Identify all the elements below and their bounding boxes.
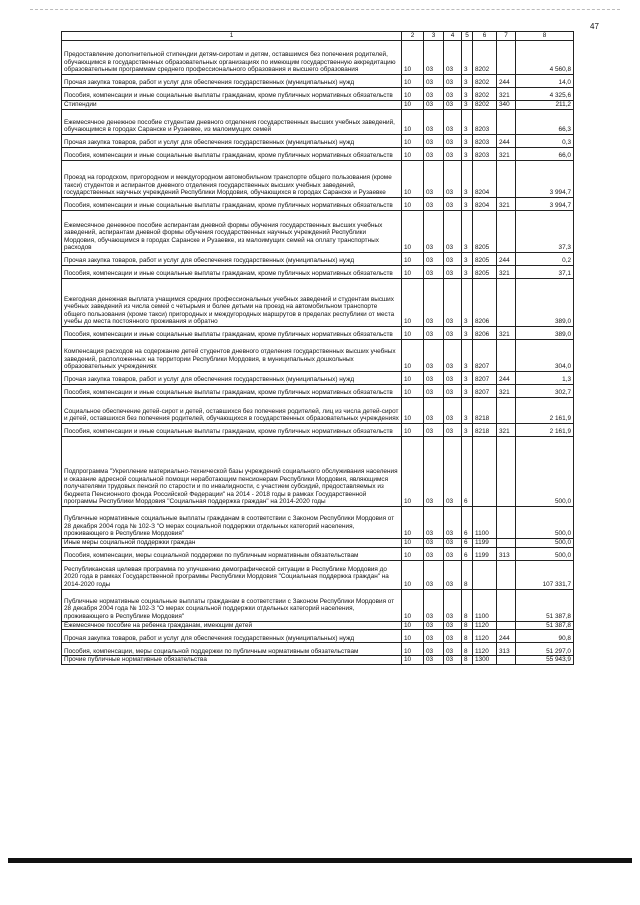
row-description: Пособия, компенсации и иные социальные выплаты гражданам, кроме публичных нормативных обязательств <box>62 148 402 161</box>
header-cell: 6 <box>473 32 497 41</box>
col-5-code: 3 <box>462 327 473 340</box>
amount-cell: 500,0 <box>516 539 574 548</box>
table-body <box>62 41 574 665</box>
col-4-code: 03 <box>444 148 462 161</box>
col-2-code: 10 <box>402 161 424 198</box>
col-2-code: 10 <box>402 621 424 630</box>
amount-cell: 90,8 <box>516 630 574 643</box>
amount-cell: 302,7 <box>516 385 574 398</box>
table-row <box>62 621 574 630</box>
col-3-code: 03 <box>424 279 444 327</box>
col-2-code: 10 <box>402 279 424 327</box>
col-2-code: 10 <box>402 589 424 621</box>
col-7-code <box>497 161 516 198</box>
amount-cell: 500,0 <box>516 437 574 507</box>
row-description: Прочая закупка товаров, работ и услуг для обеспечения государственных (муниципальных) нужд <box>62 630 402 643</box>
col-5-code: 8 <box>462 630 473 643</box>
col-6-code: 8202 <box>473 88 497 101</box>
row-description: Республиканская целевая программа по улучшению демографической ситуации в Республике Мордовия до 2020 года в рамках Государственной программы Республики Мордовия "Социальная поддержка граждан" на 2014-2020 годы <box>62 560 402 589</box>
col-7-code: 244 <box>497 372 516 385</box>
col-4-code: 03 <box>444 279 462 327</box>
col-4-code: 03 <box>444 88 462 101</box>
col-3-code: 03 <box>424 398 444 424</box>
amount-cell: 389,0 <box>516 327 574 340</box>
scan-edge-bar <box>8 858 632 863</box>
row-description: Прочая закупка товаров, работ и услуг для обеспечения государственных (муниципальных) нужд <box>62 372 402 385</box>
amount-cell: 1,3 <box>516 372 574 385</box>
col-7-code: 313 <box>497 547 516 560</box>
col-7-code: 313 <box>497 643 516 656</box>
table-row <box>62 547 574 560</box>
col-2-code: 10 <box>402 656 424 665</box>
col-3-code: 03 <box>424 589 444 621</box>
table-row <box>62 643 574 656</box>
amount-cell: 37,1 <box>516 266 574 279</box>
col-3-code: 03 <box>424 643 444 656</box>
col-2-code: 10 <box>402 41 424 75</box>
col-2-code: 10 <box>402 560 424 589</box>
row-description: Социальное обеспечение детей-сирот и детей, оставшихся без попечения родителей, лиц из числа детей-сирот и детей, оставшихся без попечения родителей, обучающихся в государственных образовательных учреждениях <box>62 398 402 424</box>
col-7-code: 321 <box>497 88 516 101</box>
col-5-code: 3 <box>462 88 473 101</box>
table-row <box>62 135 574 148</box>
col-7-code <box>497 398 516 424</box>
row-description: Прочая закупка товаров, работ и услуг для обеспечения государственных (муниципальных) нужд <box>62 135 402 148</box>
col-3-code: 03 <box>424 385 444 398</box>
col-2-code: 10 <box>402 110 424 135</box>
table-row <box>62 437 574 507</box>
header-cell: 8 <box>516 32 574 41</box>
col-3-code: 03 <box>424 266 444 279</box>
col-2-code: 10 <box>402 385 424 398</box>
col-5-code: 3 <box>462 253 473 266</box>
col-2-code: 10 <box>402 547 424 560</box>
col-4-code: 03 <box>444 41 462 75</box>
table-row <box>62 424 574 437</box>
col-2-code: 10 <box>402 211 424 253</box>
col-7-code <box>497 507 516 539</box>
col-4-code: 03 <box>444 547 462 560</box>
col-2-code: 10 <box>402 75 424 88</box>
col-3-code: 03 <box>424 630 444 643</box>
col-3-code: 03 <box>424 507 444 539</box>
table-row <box>62 279 574 327</box>
col-4-code: 03 <box>444 507 462 539</box>
row-description: Прочие публичные нормативные обязательства <box>62 656 402 665</box>
col-2-code: 10 <box>402 507 424 539</box>
col-7-code <box>497 621 516 630</box>
col-2-code: 10 <box>402 539 424 548</box>
col-3-code: 03 <box>424 75 444 88</box>
col-5-code: 6 <box>462 507 473 539</box>
row-description: Ежемесячное денежное пособие аспирантам дневной формы обучения государственных высших учебных заведений, аспирантам дневной формы обучения государственных научных учреждений Республики Мордовия, обучающимся в городах Саранске и Рузаевке, из малоимущих семей на оплату транспортных расходов <box>62 211 402 253</box>
col-6-code: 1199 <box>473 547 497 560</box>
table-row <box>62 630 574 643</box>
col-4-code: 03 <box>444 327 462 340</box>
col-6-code: 8218 <box>473 424 497 437</box>
col-6-code: 8207 <box>473 340 497 372</box>
col-4-code: 03 <box>444 643 462 656</box>
row-description: Компенсация расходов на содержание детей студентов дневного отделения государственных высших учебных заведений, расположенных на территории Республики Мордовия, в муниципальных дошкольных образовательных учреждениях <box>62 340 402 372</box>
amount-cell: 107 331,7 <box>516 560 574 589</box>
col-3-code: 03 <box>424 253 444 266</box>
col-6-code: 8206 <box>473 279 497 327</box>
header-cell: 3 <box>424 32 444 41</box>
row-description: Иные меры социальной поддержки граждан <box>62 539 402 548</box>
col-4-code: 03 <box>444 110 462 135</box>
col-7-code <box>497 437 516 507</box>
col-3-code: 03 <box>424 327 444 340</box>
col-4-code: 03 <box>444 161 462 198</box>
row-description: Пособия, компенсации и иные социальные выплаты гражданам, кроме публичных нормативных обязательств <box>62 88 402 101</box>
col-3-code: 03 <box>424 88 444 101</box>
table-row <box>62 198 574 211</box>
table-row <box>62 253 574 266</box>
page-number: 47 <box>590 22 599 31</box>
col-4-code: 03 <box>444 211 462 253</box>
col-2-code: 10 <box>402 88 424 101</box>
col-5-code: 3 <box>462 161 473 198</box>
col-6-code <box>473 437 497 507</box>
col-6-code: 8202 <box>473 101 497 110</box>
table-row <box>62 88 574 101</box>
col-2-code: 10 <box>402 340 424 372</box>
row-description: Пособия, компенсации и иные социальные выплаты гражданам, кроме публичных нормативных обязательств <box>62 424 402 437</box>
col-7-code <box>497 41 516 75</box>
col-5-code: 3 <box>462 340 473 372</box>
col-7-code <box>497 340 516 372</box>
amount-cell: 500,0 <box>516 547 574 560</box>
amount-cell: 500,0 <box>516 507 574 539</box>
col-7-code: 244 <box>497 75 516 88</box>
row-description: Пособия, компенсации и иные социальные выплаты гражданам, кроме публичных нормативных обязательств <box>62 327 402 340</box>
col-4-code: 03 <box>444 101 462 110</box>
col-2-code: 10 <box>402 643 424 656</box>
col-7-code: 321 <box>497 266 516 279</box>
col-3-code: 03 <box>424 148 444 161</box>
row-description: Публичные нормативные социальные выплаты гражданам в соответствии с Законом Республики Мордовия от 28 декабря 2004 года № 102-З "О мерах социальной поддержки отдельных категорий населения, проживающего в Республике Мордовия" <box>62 507 402 539</box>
col-6-code: 8203 <box>473 110 497 135</box>
col-5-code: 8 <box>462 656 473 665</box>
col-3-code: 03 <box>424 135 444 148</box>
col-6-code: 8204 <box>473 198 497 211</box>
col-5-code: 8 <box>462 560 473 589</box>
header-cell: 2 <box>402 32 424 41</box>
col-6-code <box>473 560 497 589</box>
col-6-code: 1100 <box>473 589 497 621</box>
row-description: Подпрограмма "Укрепление материально-технической базы учреждений социального обслуживания населения и оказание адресной социальной помощи неработающим пенсионерам Республики Мордовия, являющимся получателями трудовых пенсий по старости и по инвалидности, с участием субсидий, предоставляемых из бюджета Пенсионного фонда Российской Федерации" на 2014 - 2018 годы в рамках Государственной программы Республики Мордовия "Социальная поддержка граждан" на 2014-2020 годы <box>62 437 402 507</box>
row-description: Стипендии <box>62 101 402 110</box>
col-2-code: 10 <box>402 398 424 424</box>
amount-cell: 66,3 <box>516 110 574 135</box>
row-description: Ежемесячное денежное пособие студентам дневного отделения государственных высших учебных заведений, обучающимся в городах Саранске и Рузаевке, из малоимущих семей <box>62 110 402 135</box>
col-5-code: 3 <box>462 110 473 135</box>
col-5-code: 8 <box>462 589 473 621</box>
amount-cell: 55 943,9 <box>516 656 574 665</box>
amount-cell: 37,3 <box>516 211 574 253</box>
col-7-code <box>497 656 516 665</box>
col-7-code: 321 <box>497 424 516 437</box>
table-row <box>62 266 574 279</box>
table-row <box>62 656 574 665</box>
amount-cell: 51 297,0 <box>516 643 574 656</box>
col-4-code: 03 <box>444 621 462 630</box>
table-row <box>62 398 574 424</box>
row-description: Предоставление дополнительной стипендии детям-сиротам и детям, оставшимся без попечения родителей, обучающимся в государственных образовательных организациях по имеющим государственную аккредитацию образовательным программам среднего профессионального образования и высшего образования <box>62 41 402 75</box>
col-7-code: 340 <box>497 101 516 110</box>
col-5-code: 6 <box>462 437 473 507</box>
table-row <box>62 372 574 385</box>
col-7-code: 321 <box>497 148 516 161</box>
col-6-code: 1120 <box>473 621 497 630</box>
col-6-code: 8202 <box>473 41 497 75</box>
col-5-code: 3 <box>462 135 473 148</box>
header-cell: 7 <box>497 32 516 41</box>
col-6-code: 8218 <box>473 398 497 424</box>
row-description: Публичные нормативные социальные выплаты гражданам в соответствии с Законом Республики Мордовия от 28 декабря 2004 года № 102-З "О мерах социальной поддержки отдельных категорий населения, проживающего в Республике Мордовия" <box>62 589 402 621</box>
amount-cell: 304,0 <box>516 340 574 372</box>
col-3-code: 03 <box>424 211 444 253</box>
col-6-code: 8203 <box>473 148 497 161</box>
col-3-code: 03 <box>424 110 444 135</box>
col-2-code: 10 <box>402 372 424 385</box>
header-cell: 5 <box>462 32 473 41</box>
amount-cell: 2 161,9 <box>516 398 574 424</box>
col-4-code: 03 <box>444 424 462 437</box>
col-2-code: 10 <box>402 253 424 266</box>
col-6-code: 8202 <box>473 75 497 88</box>
col-7-code <box>497 589 516 621</box>
col-4-code: 03 <box>444 656 462 665</box>
col-4-code: 03 <box>444 385 462 398</box>
col-7-code: 321 <box>497 198 516 211</box>
table-row <box>62 560 574 589</box>
col-7-code: 321 <box>497 327 516 340</box>
col-7-code: 244 <box>497 135 516 148</box>
col-7-code: 244 <box>497 630 516 643</box>
col-6-code: 8207 <box>473 385 497 398</box>
col-3-code: 03 <box>424 656 444 665</box>
table-row <box>62 101 574 110</box>
col-4-code: 03 <box>444 340 462 372</box>
col-4-code: 03 <box>444 589 462 621</box>
col-5-code: 3 <box>462 398 473 424</box>
table-row <box>62 148 574 161</box>
col-4-code: 03 <box>444 135 462 148</box>
col-6-code: 8206 <box>473 327 497 340</box>
table-row <box>62 327 574 340</box>
col-2-code: 10 <box>402 437 424 507</box>
col-4-code: 03 <box>444 75 462 88</box>
col-7-code: 244 <box>497 253 516 266</box>
col-3-code: 03 <box>424 101 444 110</box>
header-cell: 1 <box>62 32 402 41</box>
amount-cell: 3 994,7 <box>516 161 574 198</box>
row-description: Ежегодная денежная выплата учащимся средних профессиональных учебных заведений и студентам высших учебных заведений из числа семей с четырьмя и более детьми на проезд на автомобильном транспорте общего пользования (кроме такси) пригородных и междугородных маршрутов в пределах республики от места учебы до места постоянного проживания и обратно <box>62 279 402 327</box>
col-6-code: 8205 <box>473 211 497 253</box>
col-3-code: 03 <box>424 372 444 385</box>
col-5-code: 3 <box>462 75 473 88</box>
table-row <box>62 110 574 135</box>
amount-cell: 51 387,8 <box>516 621 574 630</box>
col-7-code: 321 <box>497 385 516 398</box>
table-row <box>62 340 574 372</box>
col-7-code <box>497 211 516 253</box>
amount-cell: 51 387,8 <box>516 589 574 621</box>
col-7-code <box>497 539 516 548</box>
col-5-code: 6 <box>462 547 473 560</box>
col-3-code: 03 <box>424 437 444 507</box>
col-5-code: 3 <box>462 372 473 385</box>
col-3-code: 03 <box>424 539 444 548</box>
amount-cell: 4 560,8 <box>516 41 574 75</box>
amount-cell: 0,2 <box>516 253 574 266</box>
col-3-code: 03 <box>424 198 444 211</box>
col-6-code: 1120 <box>473 630 497 643</box>
amount-cell: 4 325,6 <box>516 88 574 101</box>
col-6-code: 8204 <box>473 161 497 198</box>
row-description: Пособия, компенсации и иные социальные выплаты гражданам, кроме публичных нормативных обязательств <box>62 385 402 398</box>
col-2-code: 10 <box>402 135 424 148</box>
row-description: Прочая закупка товаров, работ и услуг для обеспечения государственных (муниципальных) нужд <box>62 75 402 88</box>
col-4-code: 03 <box>444 560 462 589</box>
col-6-code: 1199 <box>473 539 497 548</box>
row-description: Пособия, компенсации, меры социальной поддержки по публичным нормативным обязательствам <box>62 547 402 560</box>
amount-cell: 3 994,7 <box>516 198 574 211</box>
table-row <box>62 589 574 621</box>
col-5-code: 3 <box>462 424 473 437</box>
col-2-code: 10 <box>402 424 424 437</box>
col-2-code: 10 <box>402 148 424 161</box>
col-5-code: 3 <box>462 198 473 211</box>
col-3-code: 03 <box>424 424 444 437</box>
col-4-code: 03 <box>444 372 462 385</box>
table-row <box>62 385 574 398</box>
col-7-code <box>497 560 516 589</box>
col-3-code: 03 <box>424 560 444 589</box>
col-2-code: 10 <box>402 266 424 279</box>
col-6-code: 8203 <box>473 135 497 148</box>
budget-table <box>61 31 574 665</box>
col-4-code: 03 <box>444 437 462 507</box>
col-5-code: 3 <box>462 211 473 253</box>
amount-cell: 211,2 <box>516 101 574 110</box>
header-row <box>62 32 574 41</box>
col-5-code: 8 <box>462 643 473 656</box>
amount-cell: 2 161,9 <box>516 424 574 437</box>
table-row <box>62 211 574 253</box>
col-4-code: 03 <box>444 253 462 266</box>
col-2-code: 10 <box>402 327 424 340</box>
top-border-line <box>30 9 620 10</box>
col-2-code: 10 <box>402 198 424 211</box>
col-7-code <box>497 279 516 327</box>
table-row <box>62 539 574 548</box>
col-6-code: 1120 <box>473 643 497 656</box>
col-4-code: 03 <box>444 266 462 279</box>
col-4-code: 03 <box>444 398 462 424</box>
table-row <box>62 507 574 539</box>
col-5-code: 3 <box>462 385 473 398</box>
table-row <box>62 161 574 198</box>
table-row <box>62 41 574 75</box>
col-6-code: 8207 <box>473 372 497 385</box>
amount-cell: 0,3 <box>516 135 574 148</box>
col-5-code: 3 <box>462 101 473 110</box>
col-7-code <box>497 110 516 135</box>
header-cell: 4 <box>444 32 462 41</box>
amount-cell: 389,0 <box>516 279 574 327</box>
col-3-code: 03 <box>424 621 444 630</box>
col-5-code: 3 <box>462 148 473 161</box>
col-6-code: 8205 <box>473 266 497 279</box>
col-6-code: 1100 <box>473 507 497 539</box>
col-6-code: 8205 <box>473 253 497 266</box>
amount-cell: 66,0 <box>516 148 574 161</box>
col-3-code: 03 <box>424 547 444 560</box>
col-5-code: 3 <box>462 266 473 279</box>
col-6-code: 1300 <box>473 656 497 665</box>
col-3-code: 03 <box>424 340 444 372</box>
table-row <box>62 75 574 88</box>
col-3-code: 03 <box>424 161 444 198</box>
row-description: Проезд на городском, пригородном и междугородном автомобильном транспорте общего пользования (кроме такси) студентов и аспирантов дневного отделения государственных высших учебных заведений, государственных научных учреждений Республики Мордовия, обучающихся в городах Саранске и Рузаевке <box>62 161 402 198</box>
col-5-code: 8 <box>462 621 473 630</box>
row-description: Ежемесячное пособие на ребенка гражданам, имеющим детей <box>62 621 402 630</box>
col-5-code: 3 <box>462 41 473 75</box>
row-description: Прочая закупка товаров, работ и услуг для обеспечения государственных (муниципальных) нужд <box>62 253 402 266</box>
col-5-code: 3 <box>462 279 473 327</box>
col-4-code: 03 <box>444 630 462 643</box>
col-4-code: 03 <box>444 198 462 211</box>
row-description: Пособия, компенсации, меры социальной поддержки по публичным нормативным обязательствам <box>62 643 402 656</box>
col-4-code: 03 <box>444 539 462 548</box>
col-2-code: 10 <box>402 101 424 110</box>
row-description: Пособия, компенсации и иные социальные выплаты гражданам, кроме публичных нормативных обязательств <box>62 198 402 211</box>
col-2-code: 10 <box>402 630 424 643</box>
col-3-code: 03 <box>424 41 444 75</box>
col-5-code: 6 <box>462 539 473 548</box>
row-description: Пособия, компенсации и иные социальные выплаты гражданам, кроме публичных нормативных обязательств <box>62 266 402 279</box>
amount-cell: 14,0 <box>516 75 574 88</box>
